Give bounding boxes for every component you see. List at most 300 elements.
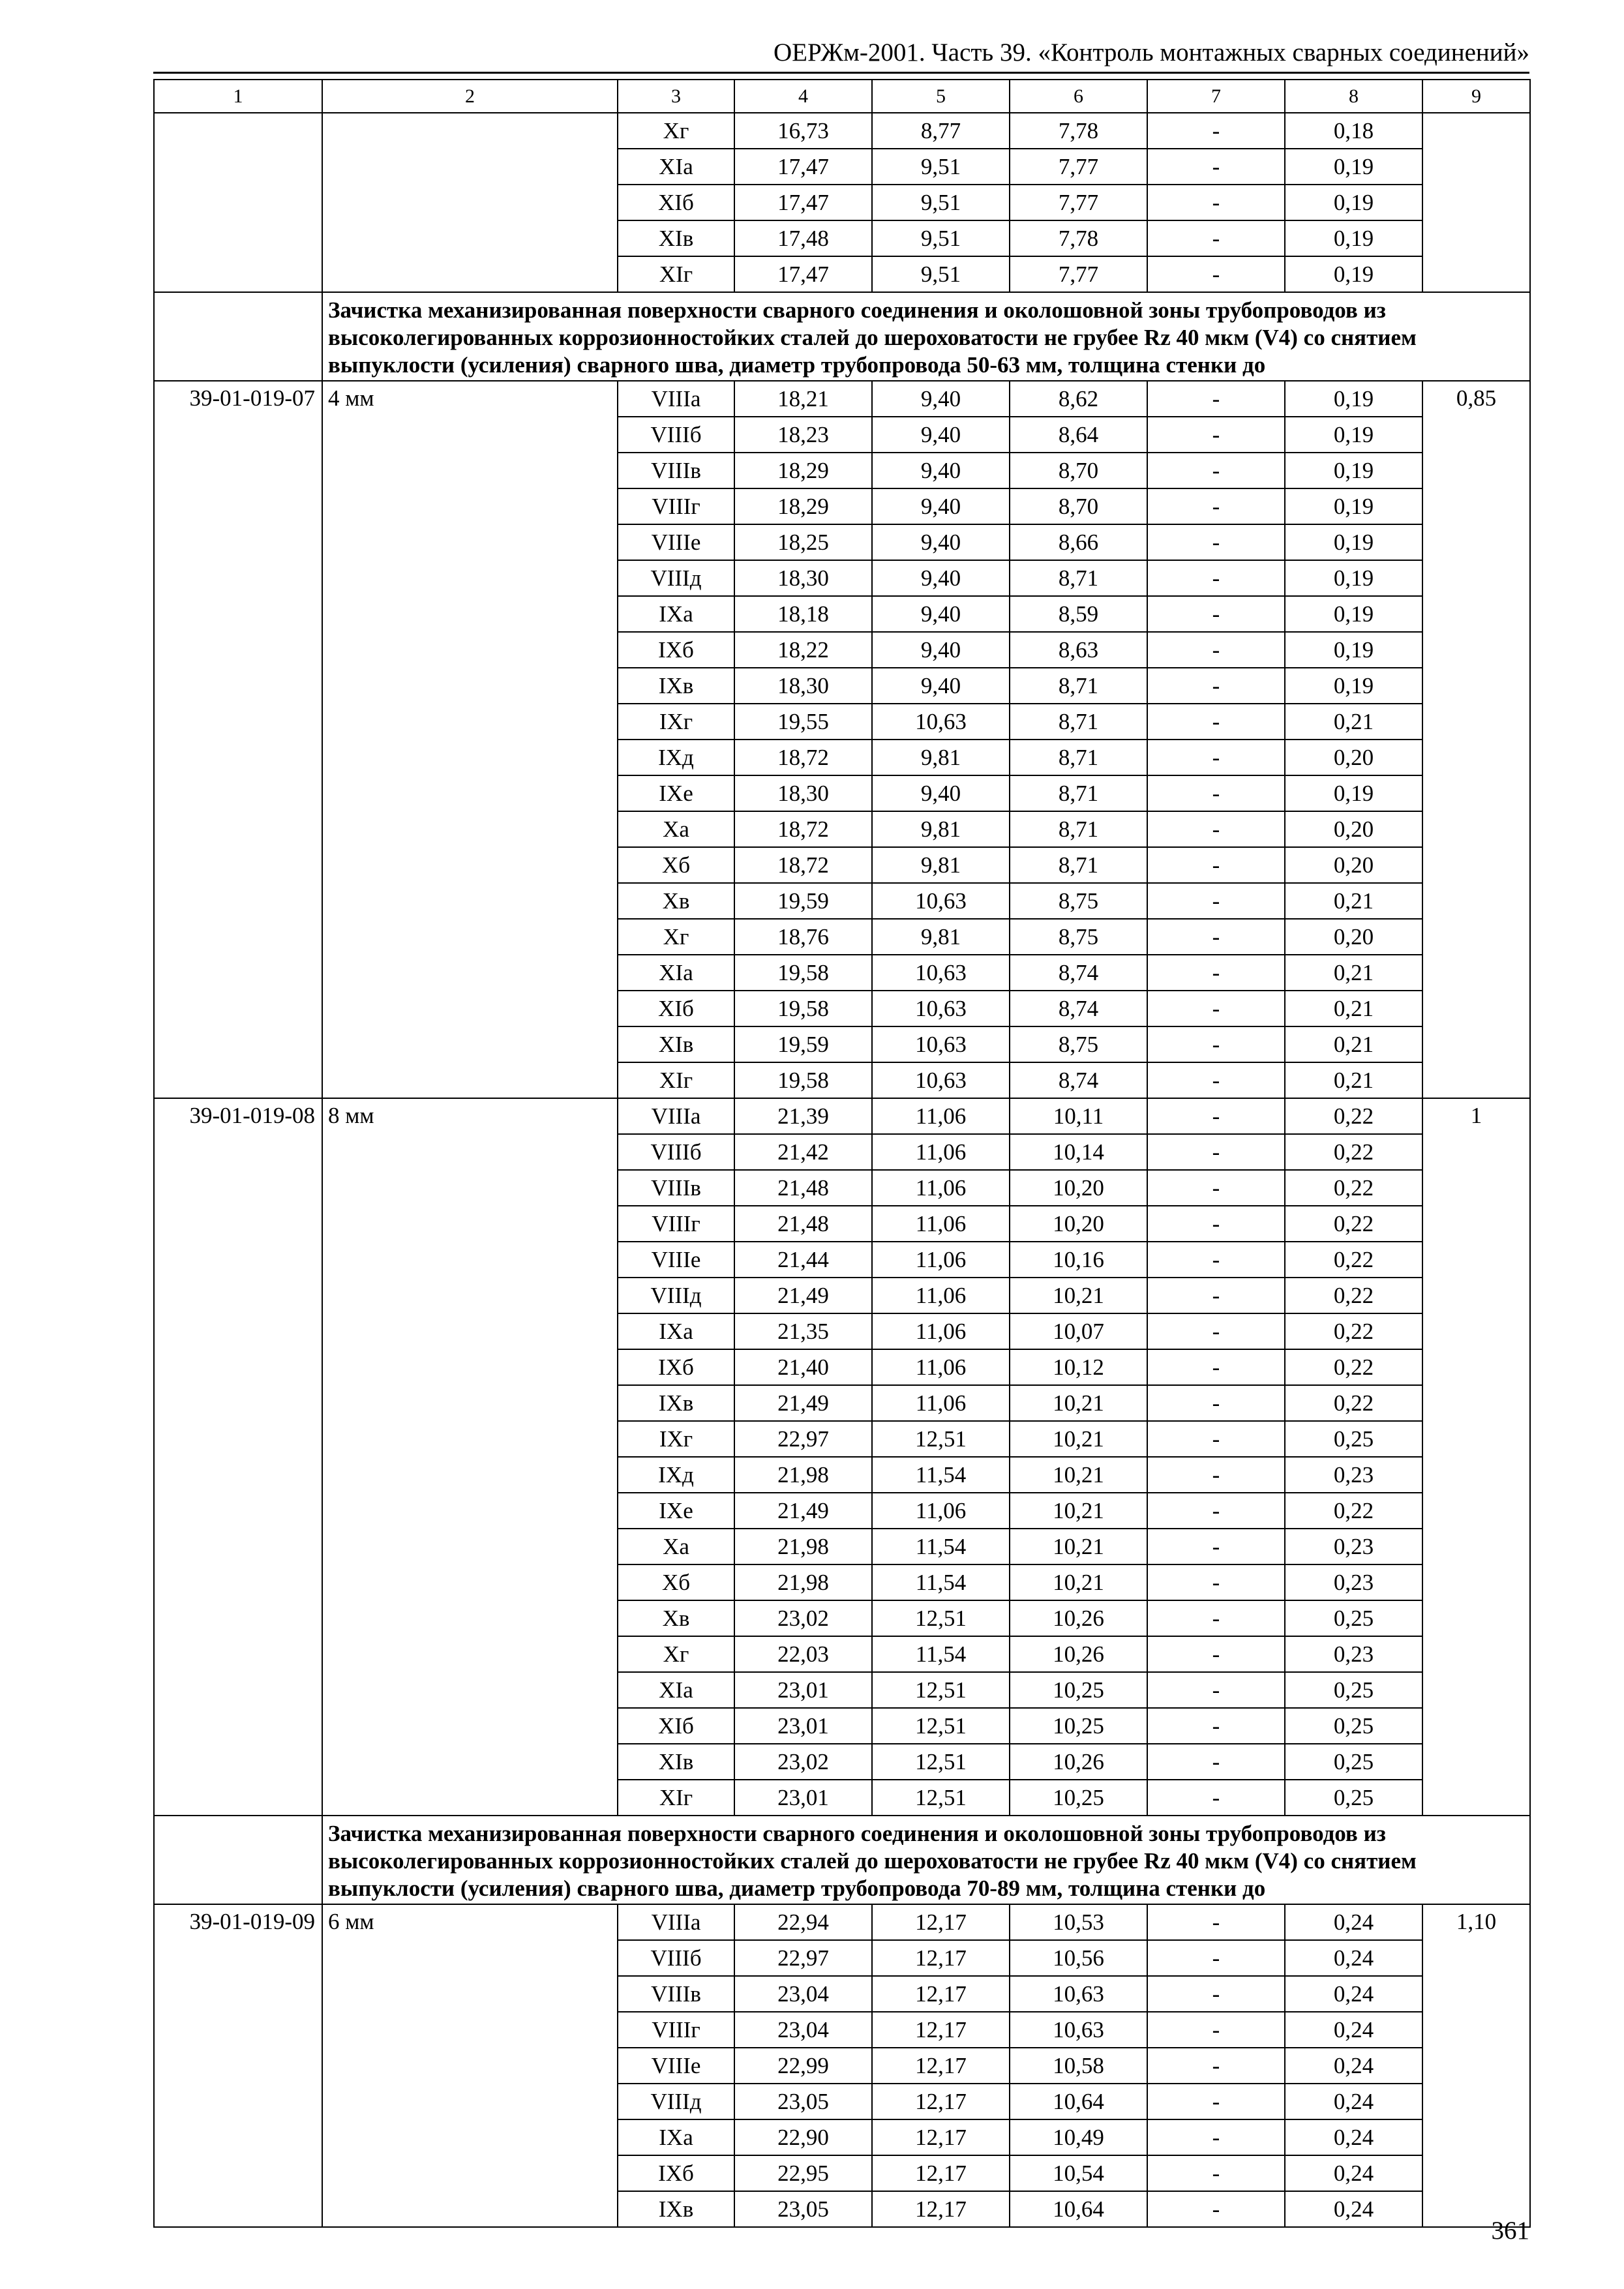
direct-costs-cell: 21,35 <box>734 1313 872 1349</box>
labor-costs-cell: 0,21 <box>1285 704 1422 740</box>
machinist-wages-cell: - <box>1147 1313 1285 1349</box>
direct-costs-cell: 18,76 <box>734 919 872 955</box>
labor-wages-cell: 12,51 <box>872 1600 1010 1636</box>
machinist-wages-cell: - <box>1147 1349 1285 1385</box>
direct-costs-cell: 18,21 <box>734 381 872 417</box>
machine-operation-cell: 10,12 <box>1010 1349 1147 1385</box>
header-rule <box>153 72 1529 74</box>
page-number: 361 <box>1491 2217 1529 2245</box>
machine-operation-cell: 10,20 <box>1010 1206 1147 1242</box>
cost-category-cell: Xг <box>618 1636 734 1672</box>
cost-category-cell: XIв <box>618 220 734 256</box>
labor-costs-cell: 0,22 <box>1285 1313 1422 1349</box>
labor-wages-cell: 9,40 <box>872 668 1010 704</box>
machinist-wages-cell: - <box>1147 1098 1285 1134</box>
machinist-wages-cell: - <box>1147 2012 1285 2048</box>
machinist-wages-cell: - <box>1147 1457 1285 1493</box>
cost-category-cell: VIIIг <box>618 488 734 524</box>
machinist-wages-cell: - <box>1147 1780 1285 1816</box>
cost-category-cell: VIIIг <box>618 1206 734 1242</box>
labor-wages-cell: 11,06 <box>872 1206 1010 1242</box>
labor-wages-cell: 9,51 <box>872 185 1010 220</box>
machinist-wages-cell: - <box>1147 560 1285 596</box>
rate-code-cell: 39-01-019-08 <box>154 1098 322 1816</box>
labor-wages-cell: 12,51 <box>872 1780 1010 1816</box>
machine-operation-cell: 10,26 <box>1010 1744 1147 1780</box>
labor-costs-cell: 0,24 <box>1285 2084 1422 2119</box>
labor-costs-cell: 0,21 <box>1285 883 1422 919</box>
cost-category-cell: Xг <box>618 919 734 955</box>
labor-wages-cell: 11,06 <box>872 1242 1010 1278</box>
labor-wages-cell: 9,81 <box>872 740 1010 775</box>
machinist-wages-cell: - <box>1147 2084 1285 2119</box>
table-body <box>154 80 1530 2227</box>
cost-category-cell: Xб <box>618 1564 734 1600</box>
cost-category-cell: XIа <box>618 1672 734 1708</box>
direct-costs-cell: 21,48 <box>734 1170 872 1206</box>
labor-wages-cell: 11,06 <box>872 1170 1010 1206</box>
machinist-wages-cell: - <box>1147 256 1285 292</box>
code-cell <box>154 1816 322 1904</box>
column-number-cell: 6 <box>1010 80 1147 113</box>
machine-operation-cell: 10,21 <box>1010 1529 1147 1564</box>
labor-wages-cell: 9,51 <box>872 149 1010 185</box>
cost-category-cell: IXг <box>618 1421 734 1457</box>
labor-costs-cell: 0,19 <box>1285 453 1422 488</box>
machinist-wages-cell: - <box>1147 220 1285 256</box>
cost-category-cell: VIIIд <box>618 2084 734 2119</box>
labor-wages-cell: 11,06 <box>872 1278 1010 1313</box>
direct-costs-cell: 19,55 <box>734 704 872 740</box>
labor-costs-cell: 0,19 <box>1285 488 1422 524</box>
machine-operation-cell: 8,62 <box>1010 381 1147 417</box>
rates-table <box>153 79 1531 2228</box>
direct-costs-cell: 19,58 <box>734 1062 872 1098</box>
direct-costs-cell: 23,01 <box>734 1708 872 1744</box>
labor-wages-cell: 10,63 <box>872 955 1010 991</box>
machinist-wages-cell: - <box>1147 185 1285 220</box>
cost-category-cell: IXе <box>618 1493 734 1529</box>
machinist-wages-cell: - <box>1147 668 1285 704</box>
machinist-wages-cell: - <box>1147 1421 1285 1457</box>
direct-costs-cell: 23,04 <box>734 2012 872 2048</box>
labor-costs-cell: 0,19 <box>1285 220 1422 256</box>
cost-category-cell: Xб <box>618 847 734 883</box>
labor-wages-cell: 12,51 <box>872 1672 1010 1708</box>
labor-wages-cell: 12,17 <box>872 2119 1010 2155</box>
machine-operation-cell: 10,25 <box>1010 1780 1147 1816</box>
coefficient-cell <box>1422 113 1530 292</box>
wall-thickness-cell: 6 мм <box>322 1904 618 2227</box>
labor-wages-cell: 11,54 <box>872 1457 1010 1493</box>
labor-costs-cell: 0,18 <box>1285 113 1422 149</box>
machinist-wages-cell: - <box>1147 1242 1285 1278</box>
machinist-wages-cell: - <box>1147 113 1285 149</box>
machinist-wages-cell: - <box>1147 1976 1285 2012</box>
labor-wages-cell: 12,17 <box>872 2155 1010 2191</box>
labor-costs-cell: 0,22 <box>1285 1278 1422 1313</box>
cost-category-cell: IXв <box>618 2191 734 2227</box>
machine-operation-cell: 8,71 <box>1010 847 1147 883</box>
labor-costs-cell: 0,24 <box>1285 2048 1422 2084</box>
direct-costs-cell: 19,59 <box>734 883 872 919</box>
labor-wages-cell: 12,17 <box>872 2084 1010 2119</box>
machinist-wages-cell: - <box>1147 1940 1285 1976</box>
machine-operation-cell: 10,58 <box>1010 2048 1147 2084</box>
machinist-wages-cell: - <box>1147 1600 1285 1636</box>
labor-costs-cell: 0,19 <box>1285 381 1422 417</box>
cost-category-cell: VIIIд <box>618 560 734 596</box>
labor-wages-cell: 11,54 <box>872 1529 1010 1564</box>
cost-category-cell: IXд <box>618 740 734 775</box>
machine-operation-cell: 8,71 <box>1010 704 1147 740</box>
machine-operation-cell: 10,25 <box>1010 1672 1147 1708</box>
direct-costs-cell: 18,23 <box>734 417 872 453</box>
direct-costs-cell: 17,48 <box>734 220 872 256</box>
direct-costs-cell: 18,30 <box>734 668 872 704</box>
cost-category-cell: XIа <box>618 149 734 185</box>
labor-costs-cell: 0,25 <box>1285 1672 1422 1708</box>
machinist-wages-cell: - <box>1147 2119 1285 2155</box>
machine-operation-cell: 7,78 <box>1010 113 1147 149</box>
cost-category-cell: Xа <box>618 1529 734 1564</box>
machinist-wages-cell: - <box>1147 1672 1285 1708</box>
cost-category-cell: IXб <box>618 632 734 668</box>
machinist-wages-cell: - <box>1147 1744 1285 1780</box>
labor-wages-cell: 9,81 <box>872 811 1010 847</box>
machine-operation-cell: 8,70 <box>1010 488 1147 524</box>
cost-category-cell: IXа <box>618 2119 734 2155</box>
labor-wages-cell: 11,54 <box>872 1636 1010 1672</box>
labor-wages-cell: 10,63 <box>872 991 1010 1026</box>
direct-costs-cell: 18,72 <box>734 847 872 883</box>
labor-costs-cell: 0,19 <box>1285 560 1422 596</box>
machinist-wages-cell: - <box>1147 632 1285 668</box>
labor-costs-cell: 0,19 <box>1285 668 1422 704</box>
labor-wages-cell: 9,40 <box>872 381 1010 417</box>
labor-costs-cell: 0,21 <box>1285 955 1422 991</box>
direct-costs-cell: 21,42 <box>734 1134 872 1170</box>
direct-costs-cell: 17,47 <box>734 185 872 220</box>
direct-costs-cell: 23,04 <box>734 1976 872 2012</box>
dimension-cell <box>322 113 618 292</box>
direct-costs-cell: 23,05 <box>734 2084 872 2119</box>
machine-operation-cell: 8,71 <box>1010 668 1147 704</box>
labor-costs-cell: 0,21 <box>1285 991 1422 1026</box>
machinist-wages-cell: - <box>1147 1170 1285 1206</box>
labor-costs-cell: 0,23 <box>1285 1564 1422 1600</box>
cost-category-cell: IXа <box>618 596 734 632</box>
machine-operation-cell: 10,54 <box>1010 2155 1147 2191</box>
machinist-wages-cell: - <box>1147 1385 1285 1421</box>
machinist-wages-cell: - <box>1147 149 1285 185</box>
machine-operation-cell: 8,59 <box>1010 596 1147 632</box>
machinist-wages-cell: - <box>1147 883 1285 919</box>
machine-operation-cell: 7,78 <box>1010 220 1147 256</box>
machinist-wages-cell: - <box>1147 847 1285 883</box>
direct-costs-cell: 18,29 <box>734 488 872 524</box>
cost-category-cell: XIб <box>618 185 734 220</box>
coefficient-cell: 1 <box>1422 1098 1530 1816</box>
wall-thickness-cell: 4 мм <box>322 381 618 1098</box>
machine-operation-cell: 8,64 <box>1010 417 1147 453</box>
labor-wages-cell: 11,06 <box>872 1313 1010 1349</box>
direct-costs-cell: 18,22 <box>734 632 872 668</box>
machine-operation-cell: 8,71 <box>1010 560 1147 596</box>
labor-costs-cell: 0,24 <box>1285 2119 1422 2155</box>
cost-category-cell: Xв <box>618 1600 734 1636</box>
cost-category-cell: IXд <box>618 1457 734 1493</box>
labor-costs-cell: 0,19 <box>1285 185 1422 220</box>
labor-costs-cell: 0,24 <box>1285 2155 1422 2191</box>
labor-costs-cell: 0,21 <box>1285 1062 1422 1098</box>
machine-operation-cell: 7,77 <box>1010 185 1147 220</box>
cost-category-cell: VIIIв <box>618 1170 734 1206</box>
cost-category-cell: IXа <box>618 1313 734 1349</box>
cost-category-cell: VIIIв <box>618 1976 734 2012</box>
labor-wages-cell: 12,17 <box>872 1940 1010 1976</box>
direct-costs-cell: 23,02 <box>734 1744 872 1780</box>
labor-wages-cell: 11,06 <box>872 1493 1010 1529</box>
direct-costs-cell: 19,58 <box>734 955 872 991</box>
machine-operation-cell: 10,21 <box>1010 1564 1147 1600</box>
machine-operation-cell: 10,21 <box>1010 1457 1147 1493</box>
direct-costs-cell: 23,01 <box>734 1780 872 1816</box>
machine-operation-cell: 10,21 <box>1010 1493 1147 1529</box>
direct-costs-cell: 23,02 <box>734 1600 872 1636</box>
labor-wages-cell: 9,40 <box>872 775 1010 811</box>
labor-wages-cell: 12,17 <box>872 1976 1010 2012</box>
cost-category-cell: XIв <box>618 1744 734 1780</box>
cost-category-cell: XIа <box>618 955 734 991</box>
machine-operation-cell: 10,64 <box>1010 2084 1147 2119</box>
table-row <box>154 113 1530 149</box>
machinist-wages-cell: - <box>1147 1206 1285 1242</box>
machine-operation-cell: 8,74 <box>1010 991 1147 1026</box>
cost-category-cell: Xв <box>618 883 734 919</box>
machine-operation-cell: 8,71 <box>1010 740 1147 775</box>
cost-category-cell: VIIIб <box>618 1940 734 1976</box>
cost-category-cell: IXб <box>618 2155 734 2191</box>
labor-costs-cell: 0,20 <box>1285 919 1422 955</box>
labor-wages-cell: 12,51 <box>872 1744 1010 1780</box>
column-number-row <box>154 80 1530 113</box>
labor-wages-cell: 12,17 <box>872 1904 1010 1940</box>
cost-category-cell: VIIIа <box>618 1098 734 1134</box>
labor-wages-cell: 10,63 <box>872 1026 1010 1062</box>
machinist-wages-cell: - <box>1147 417 1285 453</box>
machine-operation-cell: 10,26 <box>1010 1600 1147 1636</box>
labor-costs-cell: 0,22 <box>1285 1098 1422 1134</box>
labor-wages-cell: 9,40 <box>872 417 1010 453</box>
direct-costs-cell: 21,49 <box>734 1385 872 1421</box>
cost-category-cell: IXг <box>618 704 734 740</box>
labor-wages-cell: 12,51 <box>872 1421 1010 1457</box>
cost-category-cell: Xа <box>618 811 734 847</box>
cost-category-cell: VIIIб <box>618 1134 734 1170</box>
labor-costs-cell: 0,25 <box>1285 1421 1422 1457</box>
cost-category-cell: VIIIе <box>618 524 734 560</box>
machine-operation-cell: 10,49 <box>1010 2119 1147 2155</box>
labor-wages-cell: 9,51 <box>872 220 1010 256</box>
labor-costs-cell: 0,22 <box>1285 1349 1422 1385</box>
labor-costs-cell: 0,19 <box>1285 596 1422 632</box>
labor-costs-cell: 0,24 <box>1285 2012 1422 2048</box>
coefficient-cell: 1,10 <box>1422 1904 1530 2227</box>
labor-wages-cell: 9,51 <box>872 256 1010 292</box>
direct-costs-cell: 21,48 <box>734 1206 872 1242</box>
running-header: ОЕРЖм-2001. Часть 39. «Контроль монтажных сварных соединений» <box>774 38 1529 67</box>
machine-operation-cell: 8,71 <box>1010 775 1147 811</box>
cost-category-cell: XIг <box>618 1780 734 1816</box>
machine-operation-cell: 10,21 <box>1010 1385 1147 1421</box>
direct-costs-cell: 21,49 <box>734 1278 872 1313</box>
machinist-wages-cell: - <box>1147 1708 1285 1744</box>
machine-operation-cell: 10,21 <box>1010 1278 1147 1313</box>
direct-costs-cell: 21,44 <box>734 1242 872 1278</box>
machine-operation-cell: 10,21 <box>1010 1421 1147 1457</box>
labor-costs-cell: 0,25 <box>1285 1780 1422 1816</box>
labor-costs-cell: 0,19 <box>1285 775 1422 811</box>
direct-costs-cell: 18,30 <box>734 560 872 596</box>
machinist-wages-cell: - <box>1147 1278 1285 1313</box>
cost-category-cell: XIв <box>618 1026 734 1062</box>
labor-costs-cell: 0,19 <box>1285 149 1422 185</box>
labor-costs-cell: 0,19 <box>1285 256 1422 292</box>
table-row <box>154 381 1530 417</box>
column-number-cell: 4 <box>734 80 872 113</box>
machine-operation-cell: 8,70 <box>1010 453 1147 488</box>
rate-code-cell: 39-01-019-07 <box>154 381 322 1098</box>
labor-costs-cell: 0,21 <box>1285 1026 1422 1062</box>
machinist-wages-cell: - <box>1147 596 1285 632</box>
machinist-wages-cell: - <box>1147 775 1285 811</box>
machine-operation-cell: 7,77 <box>1010 256 1147 292</box>
labor-costs-cell: 0,24 <box>1285 1976 1422 2012</box>
direct-costs-cell: 16,73 <box>734 113 872 149</box>
labor-wages-cell: 9,40 <box>872 524 1010 560</box>
cost-category-cell: VIIIе <box>618 2048 734 2084</box>
labor-costs-cell: 0,22 <box>1285 1170 1422 1206</box>
direct-costs-cell: 22,03 <box>734 1636 872 1672</box>
cost-category-cell: XIг <box>618 256 734 292</box>
machinist-wages-cell: - <box>1147 1026 1285 1062</box>
labor-costs-cell: 0,23 <box>1285 1636 1422 1672</box>
labor-costs-cell: 0,20 <box>1285 740 1422 775</box>
direct-costs-cell: 22,95 <box>734 2155 872 2191</box>
machine-operation-cell: 10,20 <box>1010 1170 1147 1206</box>
cost-category-cell: VIIIа <box>618 1904 734 1940</box>
cost-category-cell: IXб <box>618 1349 734 1385</box>
direct-costs-cell: 22,94 <box>734 1904 872 1940</box>
labor-costs-cell: 0,22 <box>1285 1134 1422 1170</box>
labor-wages-cell: 9,40 <box>872 632 1010 668</box>
labor-wages-cell: 9,40 <box>872 488 1010 524</box>
section-heading: Зачистка механизированная поверхности сварного соединения и околошовной зоны трубопроводов из высоколегированных коррозионностойких сталей до шероховатости не грубее Rz 40 мкм (V4) со снятием выпуклости (усиления) сварного шва, диаметр трубопровода 50-63 мм, толщина стенки до <box>322 292 1530 381</box>
direct-costs-cell: 23,05 <box>734 2191 872 2227</box>
machine-operation-cell: 10,16 <box>1010 1242 1147 1278</box>
direct-costs-cell: 18,25 <box>734 524 872 560</box>
labor-costs-cell: 0,23 <box>1285 1529 1422 1564</box>
direct-costs-cell: 21,39 <box>734 1098 872 1134</box>
direct-costs-cell: 17,47 <box>734 256 872 292</box>
machinist-wages-cell: - <box>1147 811 1285 847</box>
labor-costs-cell: 0,19 <box>1285 417 1422 453</box>
labor-costs-cell: 0,22 <box>1285 1206 1422 1242</box>
machinist-wages-cell: - <box>1147 919 1285 955</box>
labor-costs-cell: 0,25 <box>1285 1744 1422 1780</box>
labor-costs-cell: 0,19 <box>1285 632 1422 668</box>
cost-category-cell: XIб <box>618 991 734 1026</box>
direct-costs-cell: 23,01 <box>734 1672 872 1708</box>
labor-costs-cell: 0,24 <box>1285 2191 1422 2227</box>
labor-wages-cell: 12,17 <box>872 2048 1010 2084</box>
machine-operation-cell: 10,56 <box>1010 1940 1147 1976</box>
labor-wages-cell: 10,63 <box>872 1062 1010 1098</box>
machinist-wages-cell: - <box>1147 2155 1285 2191</box>
machine-operation-cell: 10,07 <box>1010 1313 1147 1349</box>
table-row <box>154 1098 1530 1134</box>
machinist-wages-cell: - <box>1147 381 1285 417</box>
labor-costs-cell: 0,19 <box>1285 524 1422 560</box>
direct-costs-cell: 18,72 <box>734 811 872 847</box>
labor-wages-cell: 11,54 <box>872 1564 1010 1600</box>
direct-costs-cell: 18,30 <box>734 775 872 811</box>
labor-wages-cell: 11,06 <box>872 1134 1010 1170</box>
section-heading-row <box>154 292 1530 381</box>
labor-wages-cell: 11,06 <box>872 1349 1010 1385</box>
column-number-cell: 9 <box>1422 80 1530 113</box>
labor-wages-cell: 12,51 <box>872 1708 1010 1744</box>
cost-category-cell: XIг <box>618 1062 734 1098</box>
wall-thickness-cell: 8 мм <box>322 1098 618 1816</box>
direct-costs-cell: 22,97 <box>734 1421 872 1457</box>
section-heading: Зачистка механизированная поверхности сварного соединения и околошовной зоны трубопроводов из высоколегированных коррозионностойких сталей до шероховатости не грубее Rz 40 мкм (V4) со снятием выпуклости (усиления) сварного шва, диаметр трубопровода 70-89 мм, толщина стенки до <box>322 1816 1530 1904</box>
direct-costs-cell: 18,18 <box>734 596 872 632</box>
labor-wages-cell: 9,40 <box>872 453 1010 488</box>
cost-category-cell: VIIIг <box>618 2012 734 2048</box>
machinist-wages-cell: - <box>1147 991 1285 1026</box>
labor-wages-cell: 11,06 <box>872 1385 1010 1421</box>
direct-costs-cell: 18,29 <box>734 453 872 488</box>
cost-category-cell: VIIIв <box>618 453 734 488</box>
machinist-wages-cell: - <box>1147 740 1285 775</box>
machinist-wages-cell: - <box>1147 1062 1285 1098</box>
machine-operation-cell: 8,71 <box>1010 811 1147 847</box>
direct-costs-cell: 18,72 <box>734 740 872 775</box>
labor-wages-cell: 9,81 <box>872 919 1010 955</box>
machinist-wages-cell: - <box>1147 1134 1285 1170</box>
direct-costs-cell: 22,99 <box>734 2048 872 2084</box>
code-cell <box>154 113 322 292</box>
machinist-wages-cell: - <box>1147 704 1285 740</box>
labor-wages-cell: 10,63 <box>872 704 1010 740</box>
direct-costs-cell: 19,58 <box>734 991 872 1026</box>
section-heading-row <box>154 1816 1530 1904</box>
labor-wages-cell: 12,17 <box>872 2012 1010 2048</box>
machine-operation-cell: 8,74 <box>1010 1062 1147 1098</box>
machinist-wages-cell: - <box>1147 453 1285 488</box>
cost-category-cell: VIIIд <box>618 1278 734 1313</box>
machine-operation-cell: 8,75 <box>1010 1026 1147 1062</box>
direct-costs-cell: 22,97 <box>734 1940 872 1976</box>
labor-wages-cell: 8,77 <box>872 113 1010 149</box>
direct-costs-cell: 22,90 <box>734 2119 872 2155</box>
column-number-cell: 7 <box>1147 80 1285 113</box>
labor-costs-cell: 0,22 <box>1285 1385 1422 1421</box>
machinist-wages-cell: - <box>1147 2048 1285 2084</box>
table-row <box>154 1904 1530 1940</box>
